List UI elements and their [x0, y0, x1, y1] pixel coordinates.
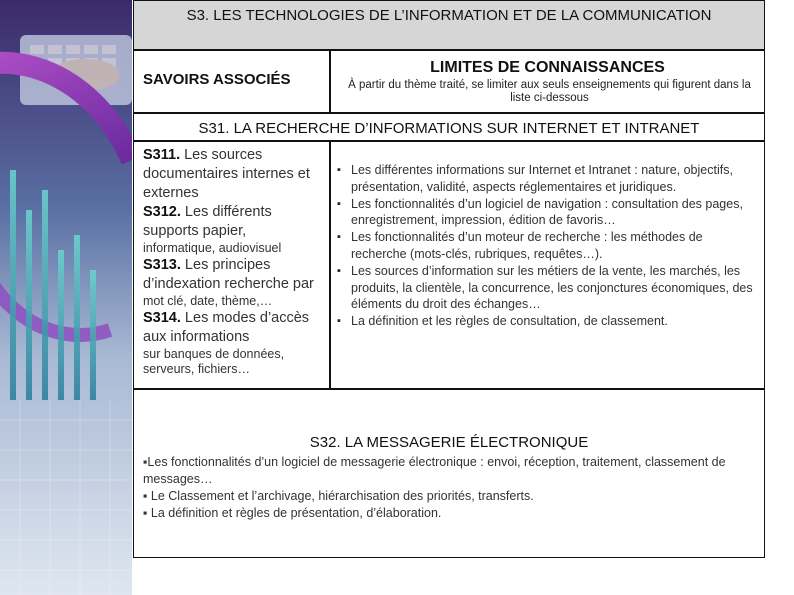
- savoirs-header: SAVOIRS ASSOCIÉS: [143, 71, 291, 88]
- savoirs-header-cell: [134, 51, 331, 112]
- decorative-sidebar: [0, 0, 132, 595]
- list-item: ▪ Les fonctionnalités d’un logiciel de navigation : consultation des pages, enregistrement, impression, édition de favoris…: [337, 196, 754, 230]
- savoir-item: S311. Les sources documentaires internes et externes: [143, 147, 310, 201]
- table-title-row: [134, 1, 764, 51]
- s31-savoirs-cell: [134, 142, 331, 388]
- limites-header: LIMITES DE CONNAISSANCES: [430, 59, 665, 76]
- section-s31-header: [134, 112, 764, 142]
- section-s32: [134, 388, 764, 557]
- s32-line: ▪Les fonctionnalités d’un logiciel de messagerie électronique : envoi, réception, traitement, classement de messages…: [143, 455, 726, 486]
- list-item: ▪ Les fonctionnalités d’un moteur de recherche : les méthodes de recherche (mots-clés, rubriques, requêtes…).: [337, 229, 754, 263]
- list-item: ▪ La définition et les règles de consultation, de classement.: [337, 313, 754, 330]
- list-item: ▪ Les différentes informations sur Internet et Intranet : nature, objectifs, présentation, validité, aspects réglementaires et juridiques.: [337, 162, 754, 196]
- list-item: ▪ Les sources d’information sur les métiers de la vente, les marchés, les produits, la clientèle, la concurrence, les conjonctures économiques, des éléments du droit des échanges…: [337, 263, 754, 313]
- s32-line: ▪ Le Classement et l’archivage, hiérarchisation des priorités, transferts.: [143, 489, 534, 503]
- section-s31-title: S31. LA RECHERCHE D’INFORMATIONS SUR INTERNET ET INTRANET: [198, 120, 700, 137]
- curriculum-table: [133, 0, 765, 558]
- savoir-item: S312. Les différents supports papier,: [143, 204, 272, 239]
- savoir-item: S314. Les modes d’accès aux informations: [143, 310, 310, 345]
- section-s32-title: S32. LA MESSAGERIE ÉLECTRONIQUE: [309, 434, 589, 451]
- s32-line: ▪ La définition et règles de présentation, d’élaboration.: [143, 506, 442, 520]
- section-s32-body: [143, 454, 756, 522]
- limites-list: [337, 162, 754, 330]
- savoir-note: mot clé, date, thème,…: [143, 294, 273, 308]
- savoir-item: S313. Les principes d’indexation recherche par: [143, 257, 314, 292]
- s31-limites-cell: [331, 142, 764, 388]
- savoir-note: informatique, audiovisuel: [143, 241, 282, 255]
- page-title: S3. LES TECHNOLOGIES DE L’INFORMATION ET DE LA COMMUNICATION: [186, 7, 712, 24]
- limites-subtitle: À partir du thème traité, se limiter aux seuls enseignements qui figurent dans la liste ci-dessous: [348, 79, 751, 104]
- savoir-note: sur banques de données, serveurs, fichiers…: [143, 347, 285, 376]
- limites-header-cell: [331, 51, 764, 112]
